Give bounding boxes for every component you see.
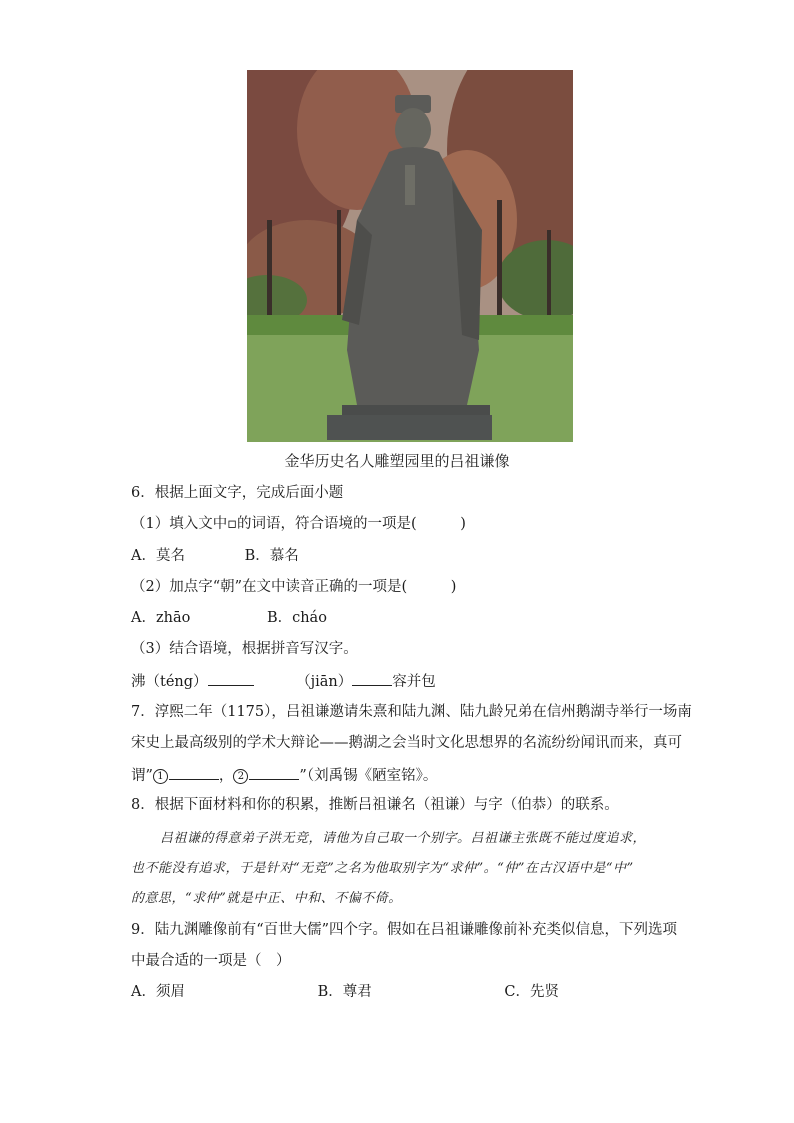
option-c[interactable]: C．先贤 xyxy=(504,984,559,1000)
statue-photo xyxy=(247,70,573,442)
blank-number-2: 2 xyxy=(233,769,248,784)
q6-sub3: （3）结合语境，根据拼音写汉字。 xyxy=(131,641,358,657)
option-a[interactable]: A．zhāo xyxy=(131,610,191,626)
q8-material-line1: 吕祖谦的得意弟子洪无竞，请他为自己取一个别字。吕祖谦主张既不能过度追求， xyxy=(160,831,647,846)
teng-label: 沸（téng） xyxy=(131,674,208,690)
option-b[interactable]: B．慕名 xyxy=(244,548,299,564)
blank-2[interactable] xyxy=(249,764,299,780)
q6-sub1: （1）填入文中▫的词语，符合语境的一项是( ) xyxy=(131,516,466,532)
blank-teng[interactable] xyxy=(208,670,254,686)
q6-sub3-fill xyxy=(131,670,436,692)
q7-line1: 7．淳熙二年（1175），吕祖谦邀请朱熹和陆九渊、陆九龄兄弟在信州鹅湖寺举行一场南 xyxy=(131,704,692,720)
q6-sub1-options xyxy=(131,546,299,566)
blank-number-1: 1 xyxy=(153,769,168,784)
jian-label: （jiān） xyxy=(296,674,353,690)
q9-line1: 9．陆九渊雕像前有“百世大儒”四个字。假如在吕祖谦雕像前补充类似信息，下列选项 xyxy=(131,922,678,938)
statue-illustration xyxy=(247,70,573,442)
blank-1[interactable] xyxy=(169,764,219,780)
q7-comma: ， xyxy=(218,768,234,784)
blank-jian[interactable] xyxy=(352,670,392,686)
q6-sub2: （2）加点字“朝”在文中读音正确的一项是( ) xyxy=(131,579,457,595)
q8-title: 8．根据下面材料和你的积累，推断吕祖谦名（祖谦）与字（伯恭）的联系。 xyxy=(131,797,619,813)
q6-title: 6．根据上面文字，完成后面小题 xyxy=(131,485,344,501)
jian-suffix: 容并包 xyxy=(392,674,436,690)
option-b[interactable]: B．尊君 xyxy=(317,984,372,1000)
q8-material-line2: 也不能没有追求，于是针对“无竞”之名为他取别字为“求仲”。“仲”在古汉语中是“中” xyxy=(131,861,634,876)
q8-material-line3: 的意思，“求仲”就是中正、中和、不偏不倚。 xyxy=(131,891,402,906)
q9-line2: 中最合适的一项是（ ） xyxy=(131,953,291,969)
q7-line3-prefix: 谓” xyxy=(131,768,153,784)
option-a[interactable]: A．须眉 xyxy=(131,984,185,1000)
q6-sub2-options xyxy=(131,608,327,628)
photo-caption: 金华历史名人雕塑园里的吕祖谦像 xyxy=(284,452,510,470)
option-b[interactable]: B．cháo xyxy=(266,610,327,626)
q7-line3-suffix: ”（刘禹锡《陋室铭》。 xyxy=(299,768,438,784)
q7-line3 xyxy=(131,764,437,786)
option-a[interactable]: A．莫名 xyxy=(131,548,185,564)
q9-options xyxy=(131,982,559,1002)
q7-line2: 宋史上最高级别的学术大辩论——鹅湖之会当时文化思想界的名流纷纷闻讯而来，真可 xyxy=(131,735,682,751)
